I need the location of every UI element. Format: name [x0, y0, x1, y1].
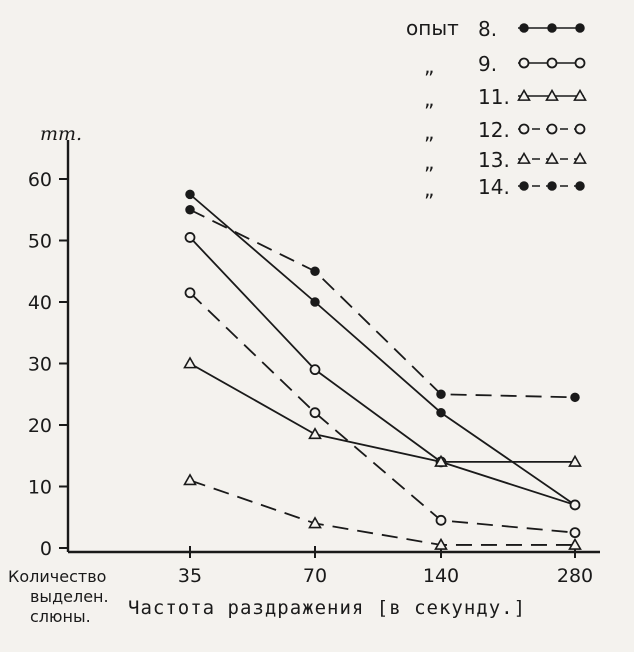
legend-ditto: „ — [424, 177, 435, 201]
series-line — [190, 194, 575, 505]
data-point — [185, 475, 196, 485]
data-point — [548, 24, 556, 32]
legend-item — [424, 85, 586, 111]
series-11 — [185, 358, 581, 466]
data-point — [571, 528, 580, 537]
data-point — [576, 182, 584, 190]
data-point — [186, 206, 194, 214]
data-point — [548, 182, 556, 190]
legend-label: 8. — [478, 17, 498, 41]
legend-ditto: „ — [424, 54, 435, 78]
legend-prefix: опыт — [406, 16, 459, 40]
x-axis-label: Частота раздражения [в секунду.] — [128, 597, 527, 619]
legend-label: 9. — [478, 52, 498, 76]
data-point — [437, 409, 445, 417]
x-tick-label: 140 — [422, 565, 460, 587]
y-tick-label: 0 — [39, 538, 52, 560]
data-point — [311, 408, 320, 417]
data-point — [520, 182, 528, 190]
y-tick-label: 10 — [27, 476, 52, 499]
data-point — [520, 59, 529, 68]
data-point — [576, 24, 584, 32]
data-point — [311, 267, 319, 275]
legend-item — [406, 16, 584, 41]
series-line — [190, 293, 575, 533]
legend-ditto: „ — [424, 150, 435, 174]
data-point — [311, 298, 319, 306]
x-tick-label: 35 — [177, 565, 203, 587]
legend-ditto: „ — [424, 120, 435, 144]
data-point — [310, 429, 321, 439]
y-tick-label: 30 — [27, 353, 52, 376]
y-tick-label: 50 — [27, 230, 52, 253]
data-point — [576, 125, 585, 134]
data-point — [437, 516, 446, 525]
y-ticks — [28, 169, 69, 560]
legend-label: 11. — [478, 85, 510, 109]
side-label-line-3: слюны. — [30, 607, 91, 626]
axes — [68, 140, 600, 552]
y-tick-label: 60 — [27, 169, 52, 191]
legend-label: 12. — [478, 118, 510, 142]
data-point — [548, 125, 557, 134]
data-point — [571, 393, 579, 401]
data-point — [520, 24, 528, 32]
data-point — [571, 500, 580, 509]
legend-item — [424, 148, 586, 174]
series-line — [190, 210, 575, 398]
y-tick-label: 20 — [27, 415, 52, 437]
legend-ditto: „ — [424, 87, 435, 111]
legend-label: 13. — [478, 148, 510, 172]
legend-item — [424, 52, 585, 78]
series-14 — [186, 206, 579, 402]
data-point — [311, 365, 320, 374]
data-point — [437, 390, 445, 398]
side-label — [8, 567, 109, 626]
y-axis-label: mm. — [40, 123, 83, 145]
data-point — [185, 358, 196, 368]
x-tick-label: 280 — [556, 565, 594, 587]
data-point — [520, 125, 529, 134]
data-point — [186, 233, 195, 242]
legend — [406, 16, 586, 201]
legend-item — [424, 175, 584, 201]
data-point — [548, 59, 557, 68]
series-layer — [185, 190, 581, 549]
data-point — [576, 59, 585, 68]
x-tick-label: 70 — [302, 565, 328, 587]
legend-label: 14. — [478, 175, 510, 199]
series-13 — [185, 475, 581, 549]
side-label-line-2: выделен. — [30, 587, 109, 606]
side-label-line-1: Количество — [8, 567, 107, 586]
y-tick-label: 40 — [27, 292, 52, 314]
series-line — [190, 364, 575, 462]
legend-item — [424, 118, 585, 144]
data-point — [186, 190, 194, 198]
data-point — [186, 288, 195, 297]
series-line — [190, 480, 575, 545]
